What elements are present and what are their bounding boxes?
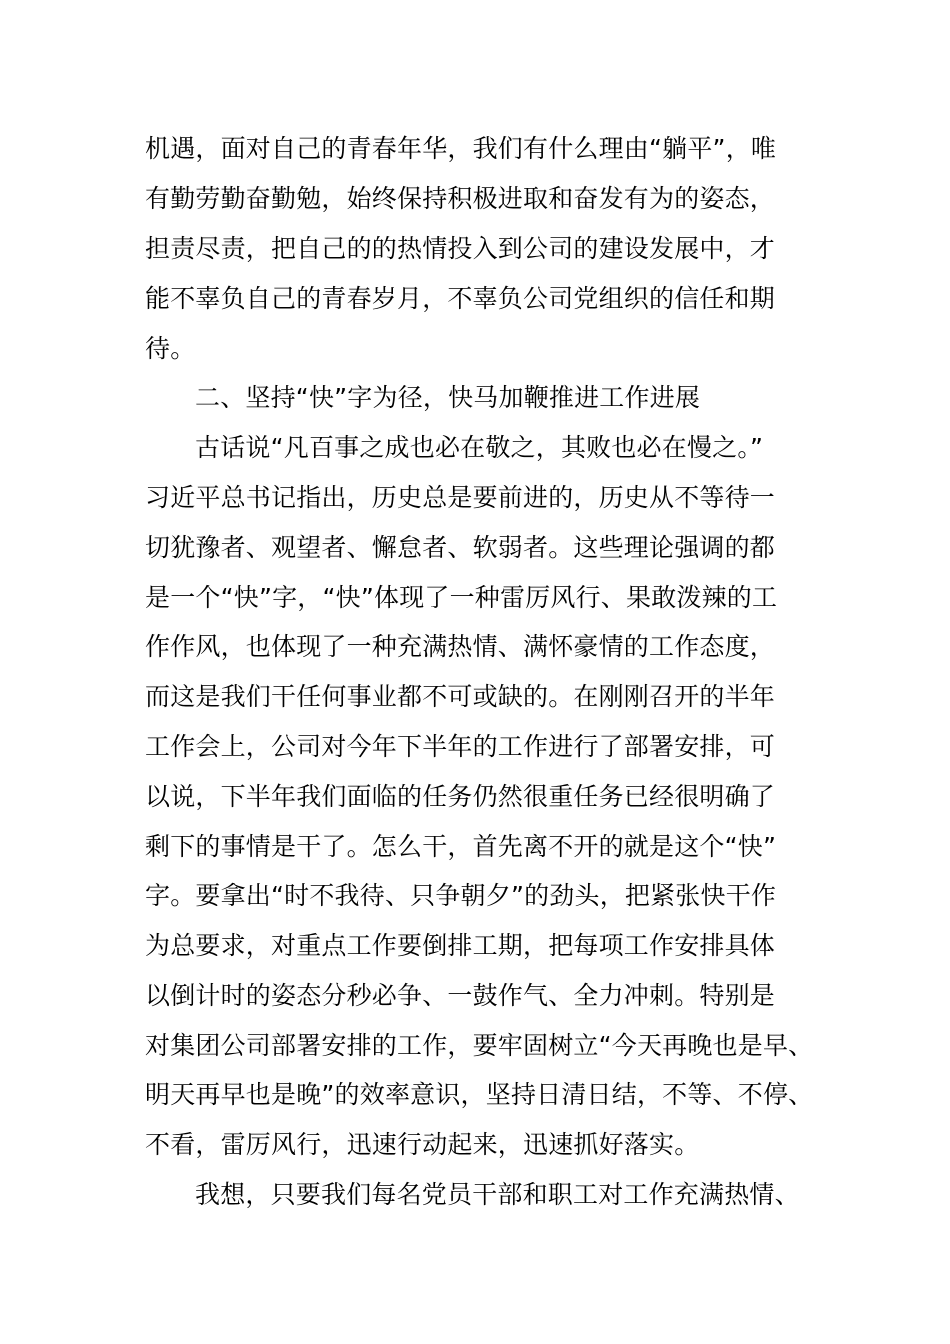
text-line: 待。 [145,334,196,363]
text-line: 工作会上，公司对今年下半年的工作进行了部署安排，可 [145,732,776,761]
text-line: 不看，雷厉风行，迅速行动起来，迅速抓好落实。 [145,1130,700,1159]
text-line: 有勤劳勤奋勤勉，始终保持积极进取和奋发有为的姿态， [145,184,776,213]
text-line: 以说，下半年我们面临的任务仍然很重任务已经很明确了 [145,782,776,811]
text-line: 剩下的事情是干了。怎么干，首先离不开的就是这个“快” [145,832,777,861]
text-line: 作作风，也体现了一种充满热情、满怀豪情的工作态度， [145,632,776,661]
text-line: 对集团公司部署安排的工作，要牢固树立“今天再晚也是早、 [145,1031,814,1060]
text-line: 机遇，面对自己的青春年华，我们有什么理由“躺平”，唯 [145,134,777,163]
text-line: 以倒计时的姿态分秒必争、一鼓作气、全力冲刺。特别是 [145,981,776,1010]
text-line: 我想，只要我们每名党员干部和职工对工作充满热情、 [195,1180,800,1209]
text-line: 能不辜负自己的青春岁月，不辜负公司党组织的信任和期 [145,284,776,313]
text-line: 明天再早也是晚”的效率意识，坚持日清日结，不等、不停、 [145,1080,814,1109]
text-line: 字。要拿出“时不我待、只争朝夕”的劲头，把紧张快干作 [145,881,777,910]
text-line: 而这是我们干任何事业都不可或缺的。在刚刚召开的半年 [145,682,776,711]
section-heading: 二、坚持“快”字为径，快马加鞭推进工作进展 [195,383,701,412]
text-line: 切犹豫者、观望者、懈怠者、软弱者。这些理论强调的都 [145,533,776,562]
text-line: 是一个“快”字，“快”体现了一种雷厉风行、果敢泼辣的工 [145,583,778,612]
text-line: 为总要求，对重点工作要倒排工期，把每项工作安排具体 [145,931,776,960]
text-line: 习近平总书记指出，历史总是要前进的，历史从不等待一 [145,483,776,512]
text-line: 古话说“凡百事之成也必在敬之，其败也必在慢之。” [195,433,764,462]
text-line: 担责尽责，把自己的的热情投入到公司的建设发展中，才 [145,234,776,263]
